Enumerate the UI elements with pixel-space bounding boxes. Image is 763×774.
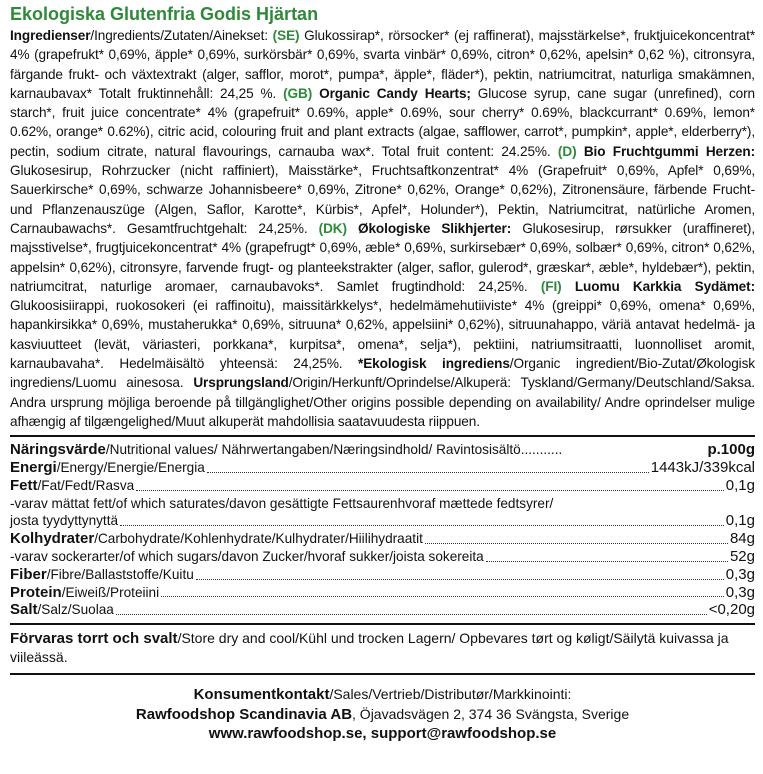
storage-text: /Store dry and cool/Kühl und trocken Lagern/ Opbevares tørt og køligt/Säilytä kuivassa ja viileässä. bbox=[10, 630, 729, 666]
d-tag: (D) bbox=[557, 143, 577, 159]
d-text: Glukosesirup, Rohrzucker (nicht raffiniert), Maisstärke*, Fruchtsaftkonzentrat* 4% (Grapefruit* 0,69%, Apfel* 0,69%, Sauerkirsche* 0,69%, schwarze Johannisbeere* 0,69%, Zitrone* 0,62%, Orange* 0,62%), Zitronensäure, färbende Frucht- und Pflanzenauszüge (Algen, Saflor, Karotte*, Kürbis*, Apfel*, Holunder*), Pektin, Natriumcitrat, natürliche Aromen, Carnaubawachs*. Gesamtfruchtgehalt: 24,25%. bbox=[10, 163, 755, 236]
fi-heading: Luomu Karkkia Sydämet: bbox=[561, 278, 755, 294]
leader-dots bbox=[196, 578, 724, 580]
se-heading: Ingredienser bbox=[10, 28, 91, 43]
company-address: , Öjavadsvägen 2, 374 36 Svängsta, Sverige bbox=[352, 705, 630, 722]
nutrition-header-value: p.100g bbox=[707, 441, 755, 459]
nutrition-row bbox=[10, 512, 755, 530]
nutrition-header-rest: /Nutritional values/ Nährwertangaben/Næringsindhold/ Ravintosisältö........... bbox=[105, 442, 563, 458]
nutrition-row bbox=[10, 601, 755, 619]
nutrient-translations: -varav mättat fett/of which saturates/davon gesättigte Fettsaurenhvoraf mættede fedtsyrer/ bbox=[10, 495, 554, 511]
origin-heading: Ursprungsland bbox=[193, 375, 289, 391]
se-tag: (SE) bbox=[272, 28, 300, 43]
nutrition-row bbox=[10, 530, 755, 548]
leader-dots bbox=[486, 560, 728, 562]
nutrient-name: Kolhydrater bbox=[10, 530, 95, 548]
contact-web-email: www.rawfoodshop.se, support@rawfoodshop.se bbox=[208, 725, 557, 743]
nutrient-translations: /Energy/Energie/Energia bbox=[56, 460, 205, 476]
nutrition-row bbox=[10, 548, 755, 566]
dk-text: Glukosesirup, rørsukker (uraffineret), majsstivelse*, frugtjuicekoncentrat* 4% (grapefrugt* 0,69%, æble* 0,69%, surkirsebær* 0,69%, solbær* 0,69%, citron* 0,62%, appelsin* 0,62%), citronsyre, farvende frugt- og planteekstrakter (alger, saflor, gulerod*, græskar*, æble*, hyldebær*), pektin, natriumcitrat, naturlige aromaer, carnaubavoks*. Samlet frugtindhold: 24,25%. bbox=[10, 220, 756, 294]
se-heading-rest: /Ingredients/Zutaten/Ainekset: bbox=[90, 28, 273, 43]
fi-text: Glukoosisiirappi, ruokosokeri (ei raffinoitu), maissitärkkelys*, hedelmämehutiiviste* 4% (greippi* 0,69%, omena* 0,69%, hapankirsikka* 0,69%, mustaherukka* 0,69%, sitruuna* 0,62%, appelsiini* 0,62%), sitruunahappo, väriä antavat hedelmä- ja kasviuutteet (levät, väriasteri, porkkana*, kurpitsa*, omena*, selja*), pektiini, natriumsitraatti, luonnolliset aromit, karnaubavaha*. Hedelmäisältö yhteensä: 24,25%. bbox=[10, 298, 755, 372]
nutrient-value: <0,20g bbox=[708, 601, 755, 619]
nutrient-translations: /Carbohydrate/Kohlenhydrate/Kulhydrater/Hiilihydraatit bbox=[94, 531, 423, 547]
nutrient-name: Energi bbox=[10, 459, 57, 477]
nutrient-name: Salt bbox=[10, 601, 38, 619]
fi-tag: (FI) bbox=[540, 278, 562, 294]
nutrition-row bbox=[10, 477, 755, 495]
gb-tag: (GB) bbox=[283, 85, 313, 101]
divider-top bbox=[10, 435, 755, 437]
nutrition-row bbox=[10, 459, 755, 477]
nutrition-row bbox=[10, 584, 755, 602]
nutrient-name: Protein bbox=[10, 583, 62, 601]
eco-heading: *Ekologisk ingrediens bbox=[358, 356, 510, 372]
storage-heading: Förvaras torrt och svalt bbox=[10, 630, 178, 648]
d-heading: Bio Fruchtgummi Herzen: bbox=[576, 143, 755, 159]
nutrition-header bbox=[10, 441, 755, 459]
divider-bottom bbox=[10, 673, 755, 675]
nutrient-name: Fiber bbox=[10, 565, 47, 583]
leader-dots bbox=[116, 613, 707, 615]
nutrition-row bbox=[10, 566, 755, 584]
dk-tag: (DK) bbox=[318, 220, 347, 236]
nutrient-name: Fett bbox=[10, 476, 38, 494]
nutrient-translations: /Eiweiß/Proteiini bbox=[61, 584, 160, 600]
contact-line-2 bbox=[10, 705, 755, 725]
nutrition-header-label: Näringsvärde bbox=[10, 441, 106, 459]
product-title: Ekologiska Glutenfria Godis Hjärtan bbox=[10, 4, 319, 24]
nutrient-translations: /Fibre/Ballaststoffe/Kuitu bbox=[46, 566, 194, 582]
nutrient-translations: /Salz/Suolaa bbox=[37, 602, 114, 618]
nutrient-translations: -varav sockerarter/of which sugars/davon Zucker/hvoraf sukker/joista sokereita bbox=[10, 549, 484, 565]
nutrient-value: 0,3g bbox=[725, 565, 755, 583]
gb-text: Glucose syrup, cane sugar (unrefined), corn starch*, fruit juice concentrate* 4% (grapefruit* 0.69%, apple* 0.69%, sour cherry* 0.69%, blackcurrant* 0.69%, lemon* 0.62%, orange* 0.62%), citric acid, colouring fruit and plant extracts (algae, safflower, carrot*, pumpkin*, apple*, elderberry*), pectin, sodium citrate, natural flavourings, carnauba wax*. Total fruit content: 24.25%. bbox=[10, 85, 755, 159]
leader-dots bbox=[425, 542, 728, 544]
nutrient-value: 52g bbox=[729, 548, 755, 566]
dk-heading: Økologiske Slikhjerter: bbox=[346, 220, 512, 236]
nutrition-table bbox=[10, 441, 755, 619]
nutrient-translations: josta tyydyttynyttä bbox=[10, 513, 119, 529]
contact-line-1 bbox=[10, 685, 755, 705]
nutrient-value: 0,1g bbox=[725, 512, 755, 530]
leader-dots bbox=[161, 595, 724, 597]
nutrient-value: 0,1g bbox=[725, 476, 755, 494]
nutrient-translations: /Fat/Fedt/Rasva bbox=[37, 477, 135, 493]
divider-middle bbox=[10, 623, 755, 625]
contact-heading-rest: /Sales/Vertrieb/Distributør/Markkinointi: bbox=[329, 686, 572, 703]
leader-dots bbox=[120, 524, 724, 526]
nutrient-value: 0,3g bbox=[725, 583, 755, 601]
leader-dots bbox=[207, 471, 649, 473]
se-text: Glukossirap*, rörsocker* (ej raffinerat), majsstärkelse*, fruktjuicekoncentrat* 4% (grapefrukt* 0,69%, äpple* 0,69%, surkörsbär* 0,69%, svarta vinbär* 0,69%, citron* 0,62%, apelsin* 0,62 %), citronsyra, färgande frukt- och växtextrakt (alger, safflor, morot*, pumpa*, äpple*, fläder*), pektin, natriumcitrat, naturliga smakämnen, karnaubavax* Totalt fruktinnehåll: 24,25 %. bbox=[10, 28, 756, 101]
ingredients-block bbox=[10, 26, 755, 431]
eco-text: /Organic ingredient/Bio-Zutat/Økologisk ingrediens/Luomu ainesosa. bbox=[10, 356, 755, 391]
company-name: Rawfoodshop Scandinavia AB bbox=[135, 705, 353, 723]
origin-text: /Origin/Herkunft/Oprindelse/Alkuperä: Tyskland/Germany/Deutschland/Saksa. Andra ursprung möjliga beroende på tillgänglighet/Other origins possible depending on availability/ Andre oprindelser mulige afhængig af tilgængelighed/Muut alkuperät mahdollisia saatavuudesta riippuen. bbox=[10, 375, 755, 429]
nutrient-value: 1443kJ/339kcal bbox=[650, 459, 755, 477]
contact-heading: Konsumentkontakt bbox=[193, 686, 330, 704]
storage-instructions bbox=[10, 629, 755, 667]
gb-heading: Organic Candy Hearts; bbox=[312, 85, 471, 101]
leader-dots bbox=[136, 489, 724, 491]
nutrition-row bbox=[10, 495, 755, 513]
consumer-contact bbox=[10, 685, 755, 744]
nutrient-value: 84g bbox=[729, 530, 755, 548]
